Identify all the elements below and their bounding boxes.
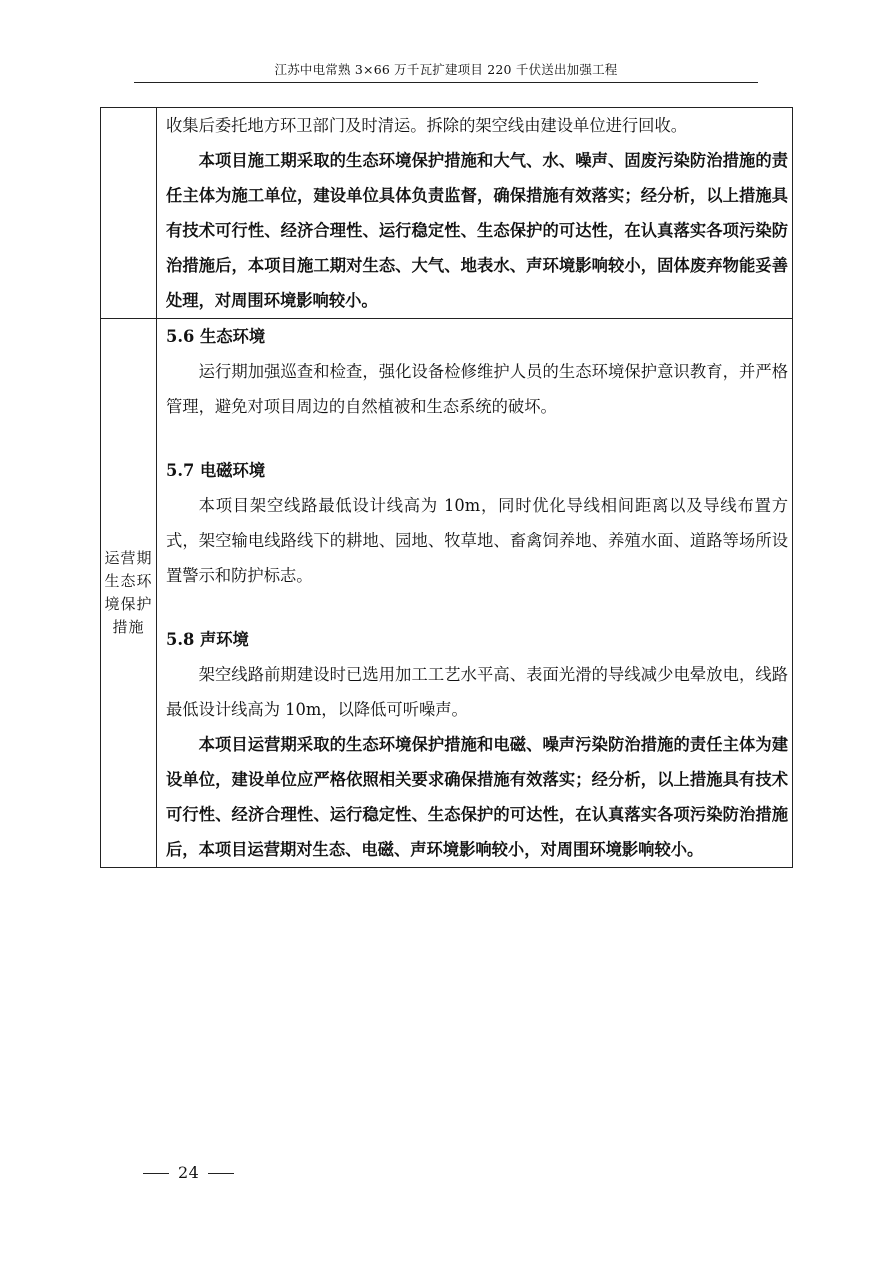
row-label-empty xyxy=(101,108,157,319)
running-header: 江苏中电常熟 3×66 万千瓦扩建项目 220 千伏送出加强工程 xyxy=(274,62,618,77)
section-title-5-8: 5.8 声环境 xyxy=(166,630,249,649)
row-label-line: 运营期 xyxy=(104,549,153,567)
paragraph-5-6: 运行期加强巡查和检查，强化设备检修维护人员的生态环境保护意识教育，并严格管理，避免对项目周边的自然植被和生态系统的破坏。 xyxy=(166,362,788,416)
spacer xyxy=(166,424,788,453)
page-number: 24 xyxy=(178,1163,200,1182)
section-title-5-6: 5.6 生态环境 xyxy=(166,327,266,346)
paragraph-construction-conclusion: 本项目施工期采取的生态环境保护措施和大气、水、噪声、固废污染防治措施的责任主体为施工单位，建设单位具体负责监督，确保措施有效落实；经分析，以上措施具有技术可行性、经济合理性、运行稳定性、生态保护的可达性，在认真落实各项污染防治措施后，本项目施工期对生态、大气、地表水、声环境影响较小，固体废弃物能妥善处理，对周围环境影响较小。 xyxy=(166,151,788,310)
paragraph-operation-conclusion: 本项目运营期采取的生态环境保护措施和电磁、噪声污染防治措施的责任主体为建设单位，建设单位应严格依照相关要求确保措施有效落实；经分析，以上措施具有技术可行性、经济合理性、运行稳定性、生态保护的可达性，在认真落实各项污染防治措施后，本项目运营期对生态、电磁、声环境影响较小，对周围环境影响较小。 xyxy=(166,735,788,859)
table-row-operation xyxy=(101,319,793,868)
footer-dash-right xyxy=(208,1173,234,1174)
paragraph-5-8: 架空线路前期建设时已选用加工工艺水平高、表面光滑的导线减少电晕放电，线路最低设计线高为 10m，以降低可听噪声。 xyxy=(166,665,788,719)
spacer xyxy=(166,593,788,622)
footer-dash-left xyxy=(143,1173,169,1174)
paragraph-5-7: 本项目架空线路最低设计线高为 10m，同时优化导线相间距离以及导线布置方式，架空输电线路线下的耕地、园地、牧草地、畜禽饲养地、养殖水面、道路等场所设置警示和防护标志。 xyxy=(166,496,788,585)
table-row-construction xyxy=(101,108,793,319)
content-cell-operation xyxy=(157,319,793,868)
header-rule xyxy=(134,82,758,83)
content-cell-construction xyxy=(157,108,793,319)
row-label-line: 境保护 xyxy=(104,595,153,613)
measures-table xyxy=(100,107,793,868)
row-label-line: 措施 xyxy=(112,618,145,636)
row-label-line: 生态环 xyxy=(104,572,153,590)
page-footer xyxy=(134,1163,243,1182)
paragraph-continued: 收集后委托地方环卫部门及时清运。拆除的架空线由建设单位进行回收。 xyxy=(166,116,688,135)
section-title-5-7: 5.7 电磁环境 xyxy=(166,461,266,480)
row-label-operation xyxy=(101,319,157,868)
